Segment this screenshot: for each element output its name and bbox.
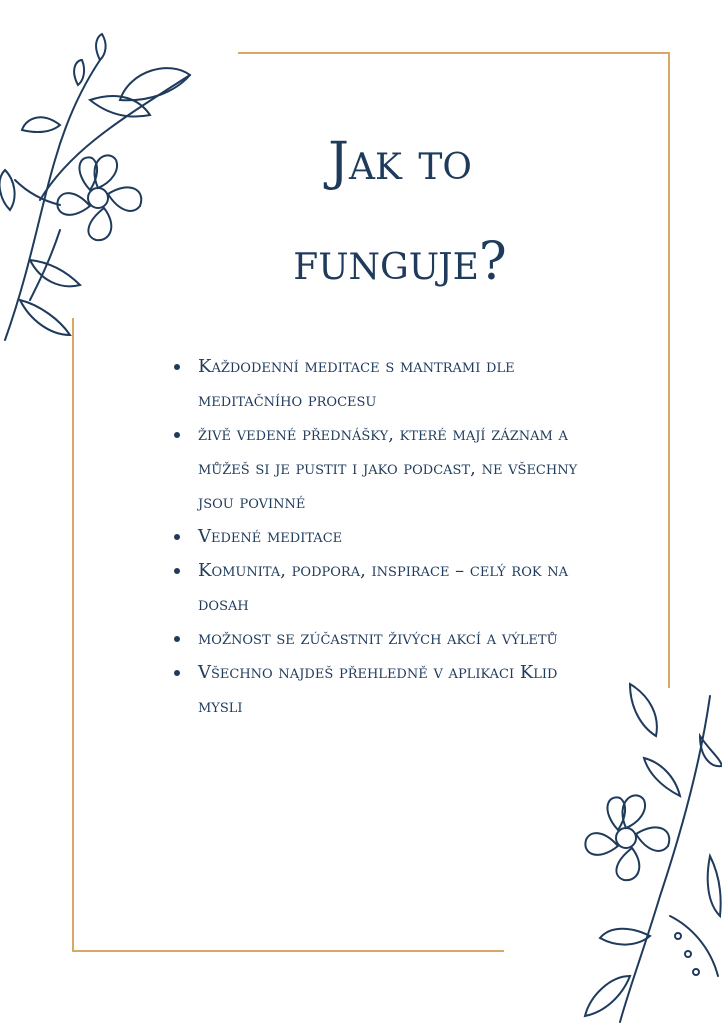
list-item-text: Vedené meditace <box>198 526 343 547</box>
bullet-icon <box>174 534 180 540</box>
list-item <box>168 350 578 418</box>
list-item-text: Komunita, podpora, inspirace – celý rok na dosah <box>198 560 569 615</box>
list-item-text: možnost se zúčastnit živých akcí a výletů <box>198 628 558 649</box>
bullet-icon <box>174 364 180 370</box>
frame-top-line <box>238 52 670 54</box>
floral-branch-icon <box>560 676 722 1024</box>
bullet-icon <box>174 670 180 676</box>
frame-left-line <box>72 318 74 952</box>
list-item-text: Každodenní meditace s mantrami dle meditačního procesu <box>198 356 515 411</box>
bullet-icon <box>174 568 180 574</box>
bullet-icon <box>174 636 180 642</box>
title-line-1: Jak to <box>328 132 472 192</box>
list-item-text: živě vedené přednášky, které mají záznam a můžeš si je pustit i jako podcast, ne všechny jsou povinné <box>198 424 578 513</box>
list-item-text: Všechno najdeš přehledně v aplikaci Klid mysli <box>198 662 558 717</box>
feature-list <box>168 350 578 724</box>
frame-bottom-line <box>72 950 504 952</box>
bullet-icon <box>174 432 180 438</box>
title-line-2: funguje? <box>293 232 507 292</box>
list-item <box>168 622 578 656</box>
page-title <box>150 112 650 312</box>
list-item <box>168 418 578 520</box>
frame-right-line <box>668 52 670 688</box>
list-item <box>168 520 578 554</box>
list-item <box>168 554 578 622</box>
list-item <box>168 656 578 724</box>
